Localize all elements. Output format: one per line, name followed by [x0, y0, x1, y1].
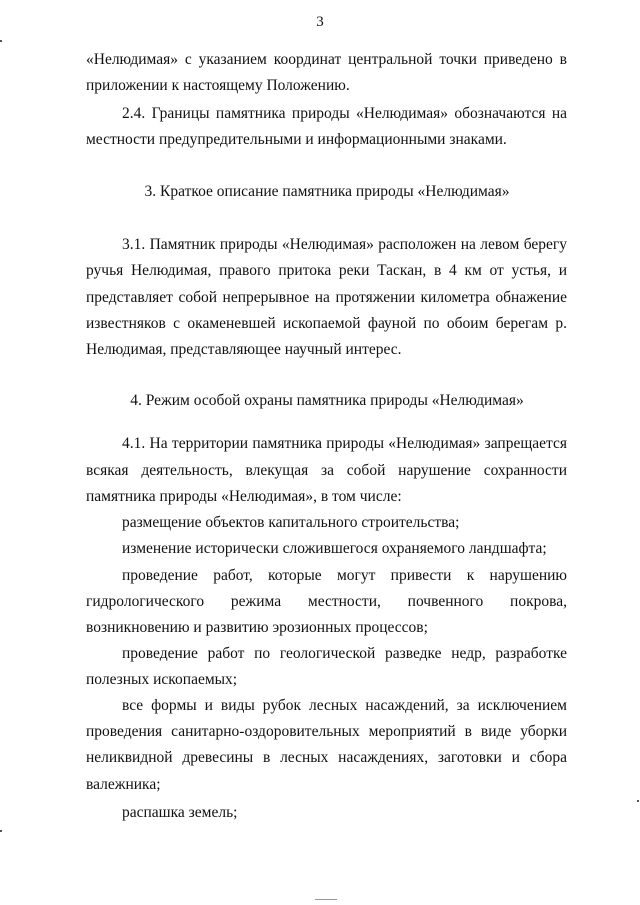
paragraph-4-1-line: памятника природы «Нелюдимая», в том числе: [86, 488, 402, 505]
scan-mark [0, 40, 2, 42]
paragraph-2-4-line: 2.4. Границы памятника природы «Нелюдимая» обозначаются на [122, 105, 567, 122]
list-item-continuation: полезных ископаемых; [86, 671, 238, 688]
list-item-continuation: валежника; [86, 776, 161, 793]
paragraph-3-1-line: известняков с окаменевшей ископаемой фауной по обоим берегам р. [86, 315, 567, 332]
list-item: распашка земель; [122, 804, 238, 821]
list-item: изменение исторически сложившегося охраняемого ландшафта; [122, 540, 547, 557]
list-item: все формы и виды рубок лесных насаждений, за исключением [122, 697, 567, 714]
list-item-continuation: гидрологического режима местности, почвенного покрова, [86, 593, 567, 610]
list-item-continuation: возникновению и развитию эрозионных процессов; [86, 619, 428, 636]
paragraph-3-1-line: ручья Нелюдимая, правого притока реки Таскан, в 4 км от устья, и [86, 262, 567, 279]
scan-mark [637, 800, 639, 802]
section-3-heading: 3. Краткое описание памятника природы «Нелюдимая» [144, 183, 510, 200]
paragraph-3-1-line: Нелюдимая, представляющее научный интерес. [86, 341, 402, 358]
list-item: проведение работ по геологической разведке недр, разработке [122, 645, 567, 662]
list-item: проведение работ, которые могут привести к нарушению [122, 567, 567, 584]
paragraph-3-1-line: 3.1. Памятник природы «Нелюдимая» расположен на левом берегу [122, 236, 567, 253]
scan-mark [315, 899, 337, 900]
page-number: 3 [316, 14, 324, 30]
section-4-heading: 4. Режим особой охраны памятника природы «Нелюдимая» [130, 392, 524, 409]
paragraph-4-1-line: 4.1. На территории памятника природы «Нелюдимая» запрещается [122, 435, 567, 452]
scan-mark [0, 830, 2, 832]
paragraph-3-1-line: представляет собой непрерывное на протяжении километра обнажение [86, 289, 567, 306]
paragraph-2-3-line: приложении к настоящему Положению. [86, 77, 350, 94]
list-item-continuation: неликвидной древесины в лесных насаждениях, заготовки и сбора [86, 749, 567, 766]
paragraph-4-1-line: всякая деятельность, влекущая за собой нарушение сохранности [86, 462, 567, 479]
paragraph-2-4-line: местности предупредительными и информационными знаками. [86, 131, 507, 148]
list-item: размещение объектов капитального строительства; [122, 514, 460, 531]
paragraph-2-3-line: «Нелюдимая» с указанием координат центральной точки приведено в [86, 51, 567, 68]
list-item-continuation: проведения санитарно-оздоровительных мероприятий в виде уборки [86, 723, 567, 740]
